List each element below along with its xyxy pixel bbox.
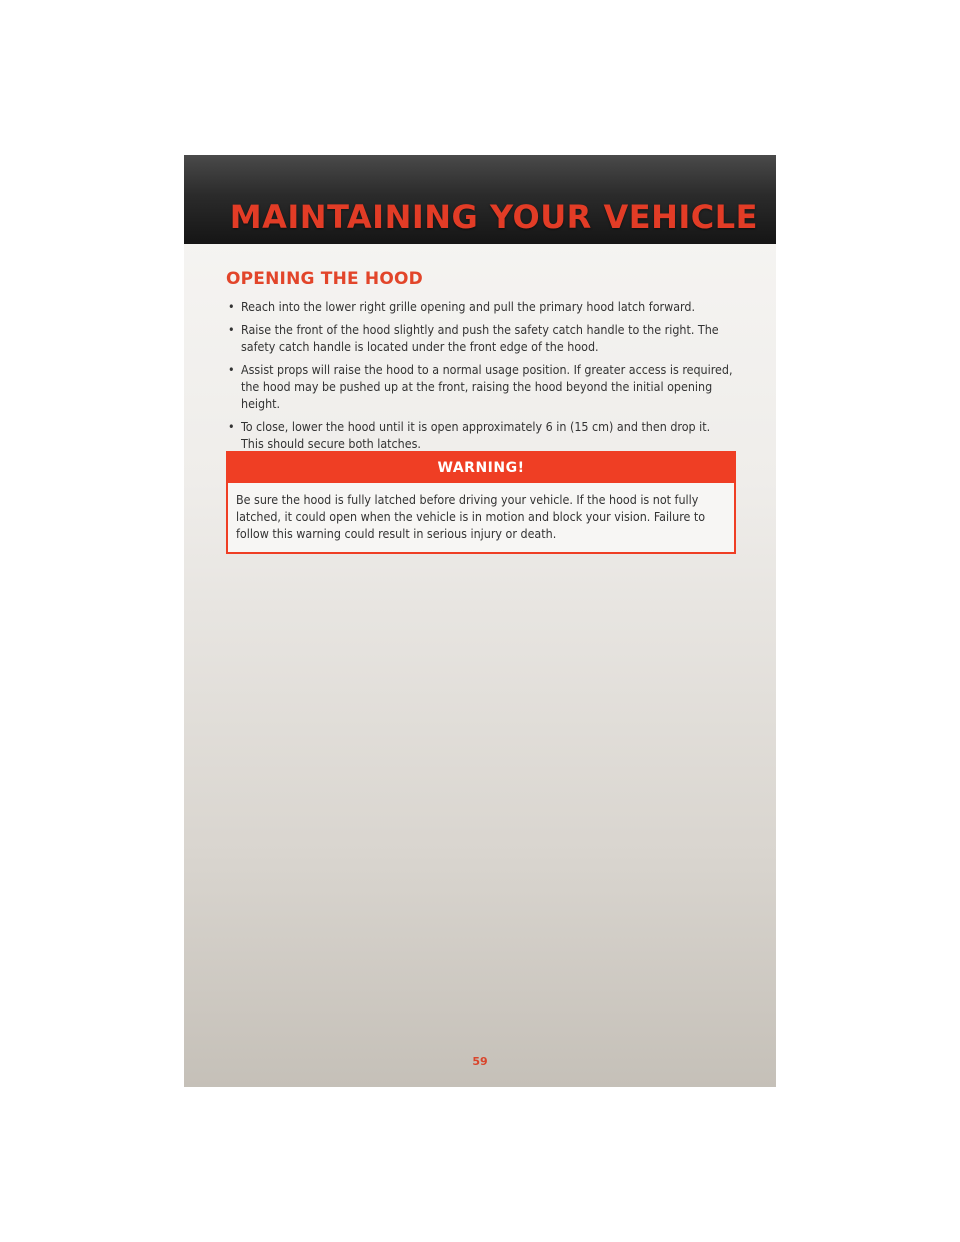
- warning-text: Be sure the hood is fully latched before driving your vehicle. If the hood is not fully latched, it could open when the vehicle is in motion and block your vision. Failure to follow this warning could result in serious injury or death.: [236, 492, 706, 541]
- section-title: OPENING THE HOOD: [226, 269, 423, 289]
- list-item-text: Reach into the lower right grille opening and pull the primary hood latch forward.: [241, 299, 696, 314]
- content-section: [226, 269, 736, 458]
- list-item: [226, 298, 736, 315]
- list-item: [226, 361, 736, 412]
- bullet-icon: •: [228, 362, 235, 377]
- header-title: MAINTAINING YOUR VEHICLE: [229, 198, 758, 236]
- bullet-icon: •: [228, 322, 235, 337]
- bullet-icon: •: [228, 419, 235, 434]
- bullet-icon: •: [228, 299, 235, 314]
- page-number: 59: [472, 1055, 488, 1068]
- manual-page: [184, 155, 776, 1087]
- list-item-text: Assist props will raise the hood to a normal usage position. If greater access is required, the hood may be pushed up at the front, raising the hood beyond the initial opening height.: [241, 362, 733, 411]
- list-item-text: To close, lower the hood until it is open approximately 6 in (15 cm) and then drop it. This should secure both latches.: [241, 419, 711, 451]
- list-item: [226, 418, 736, 452]
- page-header: [184, 155, 776, 244]
- warning-box: [226, 451, 736, 554]
- list-item-text: Raise the front of the hood slightly and push the safety catch handle to the right. The safety catch handle is located under the front edge of the hood.: [241, 322, 719, 354]
- warning-title: WARNING!: [228, 453, 734, 483]
- list-item: [226, 321, 736, 355]
- instruction-list: [226, 298, 736, 452]
